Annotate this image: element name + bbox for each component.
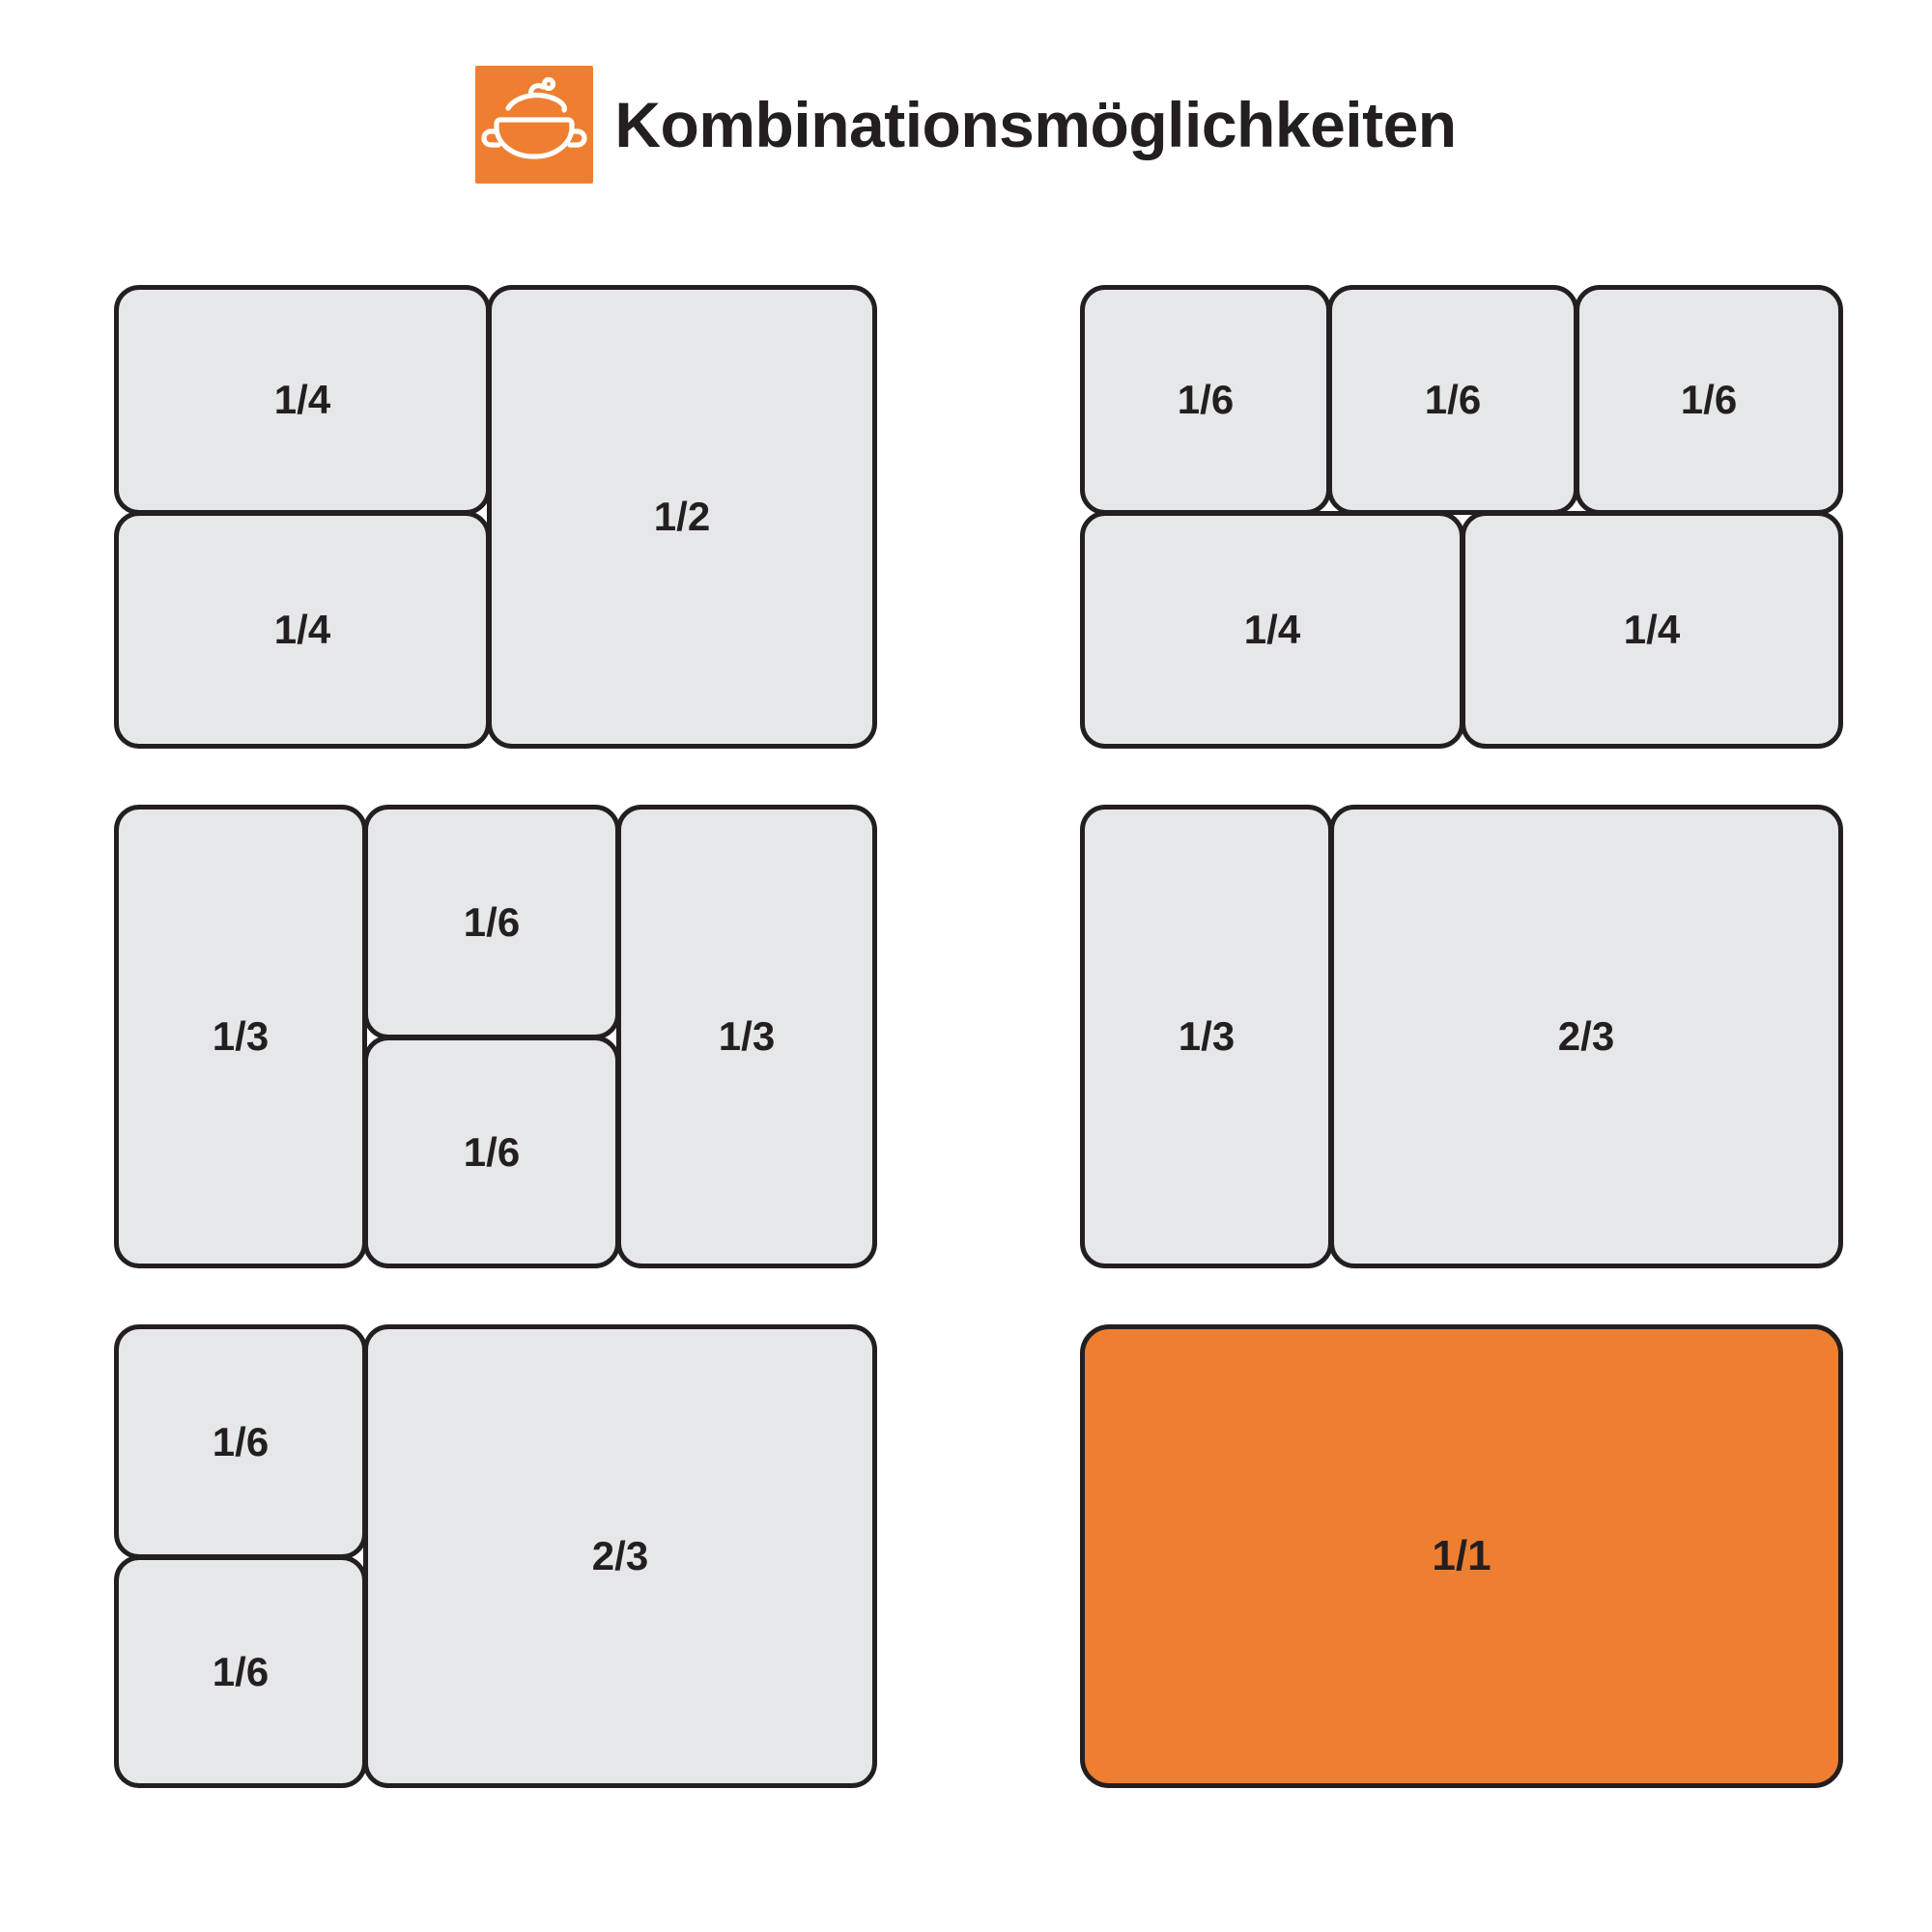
pan-label: 1/4 (273, 377, 331, 422)
pan-label: 2/3 (1557, 1013, 1615, 1059)
pan-label: 1/3 (212, 1013, 270, 1059)
pan-label: 1/6 (212, 1418, 270, 1464)
pan-label: 1/3 (718, 1013, 776, 1059)
pan-tile-highlighted[interactable] (1080, 1324, 1843, 1788)
pan-tile[interactable] (1575, 285, 1843, 515)
pan-tile[interactable] (1080, 511, 1464, 749)
pan-tile[interactable] (114, 511, 491, 749)
combo-three-sixths-two-quarters (1080, 285, 1843, 749)
pan-label: 2/3 (591, 1533, 649, 1578)
pan-label: 1/6 (212, 1648, 270, 1694)
pan-label: 1/6 (463, 898, 521, 945)
combo-quarter-quarter-half (114, 285, 877, 749)
pan-tile[interactable] (114, 1555, 367, 1788)
pan-tile[interactable] (363, 805, 620, 1039)
pan-tile[interactable] (1329, 805, 1843, 1268)
pan-label: 1/6 (1680, 377, 1738, 422)
pan-tile[interactable] (363, 1036, 620, 1268)
pan-tile[interactable] (363, 1324, 877, 1788)
pan-tile[interactable] (114, 805, 367, 1268)
pan-label: 1/6 (1177, 377, 1235, 422)
pan-tile[interactable] (1080, 285, 1331, 515)
combo-third-two-sixths-third (114, 805, 877, 1268)
pan-label: 1/4 (273, 607, 331, 652)
pan-tile[interactable] (114, 285, 491, 515)
pan-label: 1/3 (1178, 1013, 1236, 1059)
combo-two-sixths-twothirds (114, 1324, 877, 1788)
pan-tile[interactable] (1461, 511, 1843, 749)
pan-label: 1/2 (653, 494, 711, 539)
pan-tile[interactable] (487, 285, 877, 749)
pan-tile[interactable] (114, 1324, 367, 1559)
pan-tile[interactable] (1327, 285, 1578, 515)
combo-third-twothirds (1080, 805, 1843, 1268)
pan-label: 1/4 (1243, 607, 1301, 652)
pan-label: 1/6 (463, 1128, 521, 1175)
pan-label: 1/4 (1623, 607, 1681, 652)
page-header (0, 66, 1932, 184)
pan-tile[interactable] (1080, 805, 1333, 1268)
pot-with-lid-icon (475, 66, 593, 184)
pan-label: 1/1 (1432, 1532, 1492, 1579)
pan-tile[interactable] (616, 805, 877, 1268)
page-title: Kombinationsmöglichkeiten (614, 89, 1457, 160)
pan-label: 1/6 (1424, 377, 1482, 422)
combination-grid (114, 285, 1843, 1788)
combo-full (1080, 1324, 1843, 1788)
